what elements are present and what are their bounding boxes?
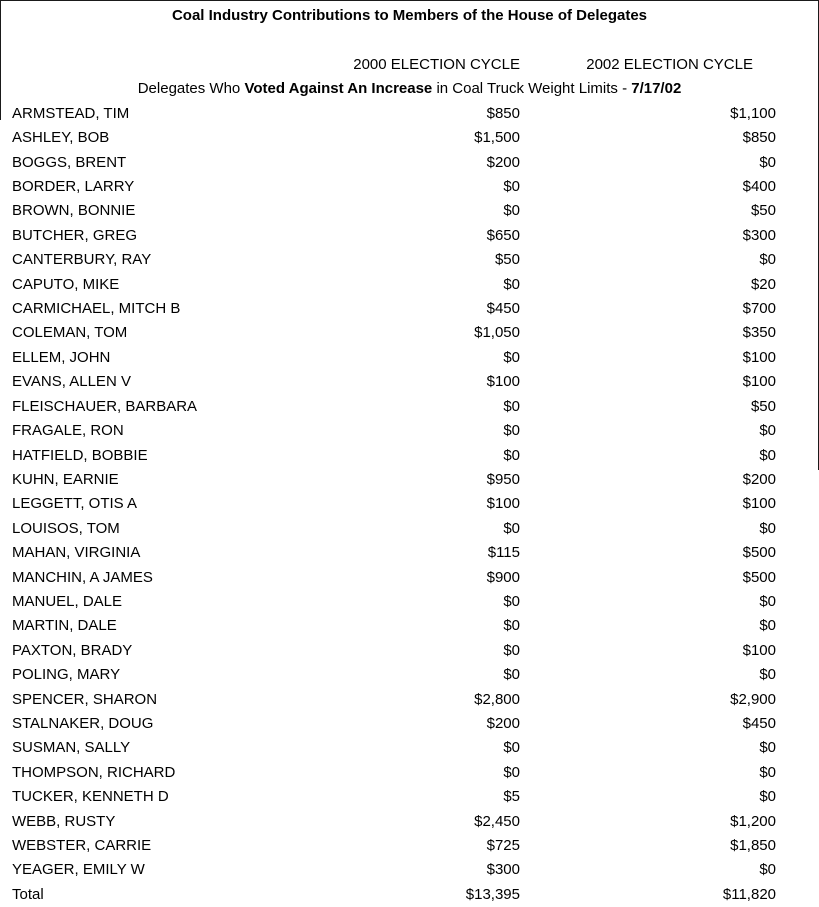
amount-2002-cycle: $100 bbox=[742, 495, 776, 513]
column-header-2000-election-cycle: 2000 ELECTION CYCLE bbox=[353, 56, 520, 73]
delegate-name: ELLEM, JOHN bbox=[12, 348, 111, 366]
amount-2002-cycle: $100 bbox=[742, 641, 776, 659]
table-row bbox=[0, 517, 819, 541]
table-row bbox=[0, 858, 819, 882]
table-row bbox=[0, 175, 819, 199]
amount-2002-cycle: $300 bbox=[742, 226, 776, 244]
amount-2002-cycle: $1,100 bbox=[730, 104, 776, 122]
table-row bbox=[0, 199, 819, 223]
delegate-name: BORDER, LARRY bbox=[12, 178, 135, 196]
table-row bbox=[0, 370, 819, 394]
table-row bbox=[0, 102, 819, 126]
amount-2002-cycle: $0 bbox=[759, 446, 776, 464]
delegate-name: SUSMAN, SALLY bbox=[12, 739, 131, 757]
delegate-name: MAHAN, VIRGINIA bbox=[12, 544, 141, 562]
delegate-name: TUCKER, KENNETH D bbox=[12, 788, 169, 806]
delegate-name: KUHN, EARNIE bbox=[12, 470, 119, 488]
amount-2000-cycle: $850 bbox=[486, 104, 520, 122]
column-header-spacer bbox=[12, 53, 342, 77]
amount-2002-cycle: $0 bbox=[759, 666, 776, 684]
page-edge-left bbox=[0, 0, 1, 120]
table-row bbox=[0, 785, 819, 809]
delegate-name: EVANS, ALLEN V bbox=[12, 373, 131, 391]
table-row bbox=[0, 590, 819, 614]
total-row bbox=[0, 883, 819, 907]
amount-2000-cycle: $2,800 bbox=[474, 690, 520, 708]
amount-2000-cycle: $0 bbox=[503, 446, 520, 464]
amount-2002-cycle: $20 bbox=[750, 275, 776, 293]
amount-2002-cycle: $450 bbox=[742, 714, 776, 732]
amount-2002-cycle: $0 bbox=[759, 251, 776, 269]
amount-2002-cycle: $0 bbox=[759, 592, 776, 610]
amount-2002-cycle: $500 bbox=[742, 544, 776, 562]
table-row bbox=[0, 395, 819, 419]
delegate-name: LEGGETT, OTIS A bbox=[12, 495, 138, 513]
amount-2002-cycle: $0 bbox=[759, 861, 776, 879]
amount-2002-cycle: $1,850 bbox=[730, 837, 776, 854]
amount-2002-cycle: $2,900 bbox=[730, 690, 776, 708]
delegate-name: THOMPSON, RICHARD bbox=[12, 763, 176, 781]
delegate-name: FRAGALE, RON bbox=[12, 422, 124, 440]
table-row bbox=[0, 663, 819, 687]
amount-2002-cycle: $700 bbox=[742, 300, 776, 318]
amount-2000-cycle: $0 bbox=[503, 422, 520, 440]
amount-2002-cycle: $0 bbox=[759, 153, 776, 171]
amount-2000-cycle: $50 bbox=[494, 251, 520, 269]
amount-2002-cycle: $1,200 bbox=[730, 812, 776, 830]
amount-2000-cycle: $0 bbox=[503, 397, 520, 415]
table-row bbox=[0, 297, 819, 321]
delegate-name: BROWN, BONNIE bbox=[12, 202, 136, 220]
amount-2002-cycle: $0 bbox=[759, 617, 776, 635]
total-amount-2002-cycle: $11,820 bbox=[722, 885, 776, 903]
delegate-name: HATFIELD, BOBBIE bbox=[12, 446, 148, 464]
total-label: Total bbox=[12, 885, 44, 903]
page-edge-top bbox=[0, 0, 819, 1]
page-title: Coal Industry Contributions to Members of the House of Delegates bbox=[171, 7, 648, 24]
table-row bbox=[0, 273, 819, 297]
amount-2002-cycle: $500 bbox=[742, 568, 776, 586]
table-row bbox=[0, 810, 819, 834]
subtitle-middle: in Coal Truck Weight Limits - bbox=[432, 80, 632, 98]
amount-2000-cycle: $450 bbox=[486, 300, 520, 318]
amount-2000-cycle: $900 bbox=[486, 568, 520, 586]
amount-2000-cycle: $300 bbox=[486, 861, 520, 879]
delegate-name: PAXTON, BRADY bbox=[12, 641, 133, 659]
amount-2000-cycle: $200 bbox=[486, 153, 520, 171]
table-row bbox=[0, 688, 819, 712]
table-row bbox=[0, 566, 819, 590]
amount-2000-cycle: $115 bbox=[487, 544, 520, 562]
table-subtitle bbox=[0, 77, 819, 101]
amount-2002-cycle: $50 bbox=[750, 397, 776, 415]
table-row bbox=[0, 224, 819, 248]
amount-2000-cycle: $100 bbox=[486, 373, 520, 391]
delegate-name: ARMSTEAD, TIM bbox=[12, 104, 130, 122]
amount-2002-cycle: $50 bbox=[750, 202, 776, 220]
total-amount-2000-cycle: $13,395 bbox=[465, 885, 520, 903]
amount-2000-cycle: $0 bbox=[503, 592, 520, 610]
delegate-name: BUTCHER, GREG bbox=[12, 226, 138, 244]
delegate-name: ASHLEY, BOB bbox=[12, 129, 110, 147]
table-row bbox=[0, 248, 819, 272]
table-row bbox=[0, 541, 819, 565]
delegate-name: MANCHIN, A JAMES bbox=[12, 568, 153, 586]
subtitle-prefix: Delegates Who bbox=[137, 80, 245, 98]
amount-2002-cycle: $350 bbox=[742, 324, 776, 342]
delegate-name: SPENCER, SHARON bbox=[12, 690, 158, 708]
delegate-name: CANTERBURY, RAY bbox=[12, 251, 152, 269]
delegate-name: FLEISCHAUER, BARBARA bbox=[12, 397, 198, 415]
delegate-name: STALNAKER, DOUG bbox=[12, 714, 154, 732]
delegate-name: WEBSTER, CARRIE bbox=[12, 837, 152, 854]
amount-2000-cycle: $0 bbox=[503, 519, 520, 537]
amount-2002-cycle: $100 bbox=[742, 348, 776, 366]
table-row bbox=[0, 712, 819, 736]
amount-2002-cycle: $400 bbox=[742, 178, 776, 196]
table-row bbox=[0, 639, 819, 663]
amount-2000-cycle: $100 bbox=[486, 495, 520, 513]
amount-2000-cycle: $0 bbox=[503, 178, 520, 196]
delegate-name: COLEMAN, TOM bbox=[12, 324, 128, 342]
amount-2002-cycle: $0 bbox=[759, 788, 776, 806]
amount-2000-cycle: $0 bbox=[503, 617, 520, 635]
amount-2000-cycle: $650 bbox=[486, 226, 520, 244]
delegate-name: LOUISOS, TOM bbox=[12, 519, 120, 537]
contributions-table bbox=[0, 102, 819, 883]
delegate-name: BOGGS, BRENT bbox=[12, 153, 127, 171]
amount-2000-cycle: $5 bbox=[503, 788, 520, 806]
amount-2000-cycle: $0 bbox=[503, 763, 520, 781]
table-row bbox=[0, 834, 819, 858]
table-row bbox=[0, 126, 819, 150]
column-header-row bbox=[0, 53, 819, 77]
amount-2000-cycle: $950 bbox=[486, 470, 520, 488]
table-row bbox=[0, 468, 819, 492]
table-row bbox=[0, 444, 819, 468]
amount-2000-cycle: $0 bbox=[503, 666, 520, 684]
amount-2000-cycle: $0 bbox=[503, 641, 520, 659]
amount-2000-cycle: $1,500 bbox=[474, 129, 520, 147]
subtitle-emphasis: Voted Against An Increase bbox=[244, 80, 433, 98]
delegate-name: CARMICHAEL, MITCH B bbox=[12, 300, 181, 318]
table-row bbox=[0, 736, 819, 760]
amount-2000-cycle: $0 bbox=[503, 275, 520, 293]
delegate-name: YEAGER, EMILY W bbox=[12, 861, 145, 879]
table-row bbox=[0, 419, 819, 443]
table-row bbox=[0, 614, 819, 638]
table-row bbox=[0, 321, 819, 345]
amount-2002-cycle: $0 bbox=[759, 763, 776, 781]
amount-2000-cycle: $200 bbox=[486, 714, 520, 732]
amount-2000-cycle: $2,450 bbox=[474, 812, 520, 830]
amount-2002-cycle: $100 bbox=[742, 373, 776, 391]
delegate-name: POLING, MARY bbox=[12, 666, 121, 684]
amount-2000-cycle: $0 bbox=[503, 348, 520, 366]
amount-2002-cycle: $0 bbox=[759, 739, 776, 757]
column-header-2002-election-cycle: 2002 ELECTION CYCLE bbox=[586, 56, 753, 73]
amount-2002-cycle: $0 bbox=[759, 519, 776, 537]
delegate-name: MARTIN, DALE bbox=[12, 617, 117, 635]
amount-2002-cycle: $0 bbox=[759, 422, 776, 440]
amount-2002-cycle: $850 bbox=[742, 129, 776, 147]
amount-2002-cycle: $200 bbox=[742, 470, 776, 488]
amount-2000-cycle: $1,050 bbox=[474, 324, 520, 342]
table-row bbox=[0, 151, 819, 175]
delegate-name: WEBB, RUSTY bbox=[12, 812, 116, 830]
table-row bbox=[0, 346, 819, 370]
subtitle-date: 7/17/02 bbox=[631, 80, 682, 98]
amount-2000-cycle: $725 bbox=[486, 837, 520, 854]
table-row bbox=[0, 492, 819, 516]
delegate-name: MANUEL, DALE bbox=[12, 592, 123, 610]
amount-2000-cycle: $0 bbox=[503, 202, 520, 220]
delegate-name: CAPUTO, MIKE bbox=[12, 275, 120, 293]
table-row bbox=[0, 761, 819, 785]
amount-2000-cycle: $0 bbox=[503, 739, 520, 757]
